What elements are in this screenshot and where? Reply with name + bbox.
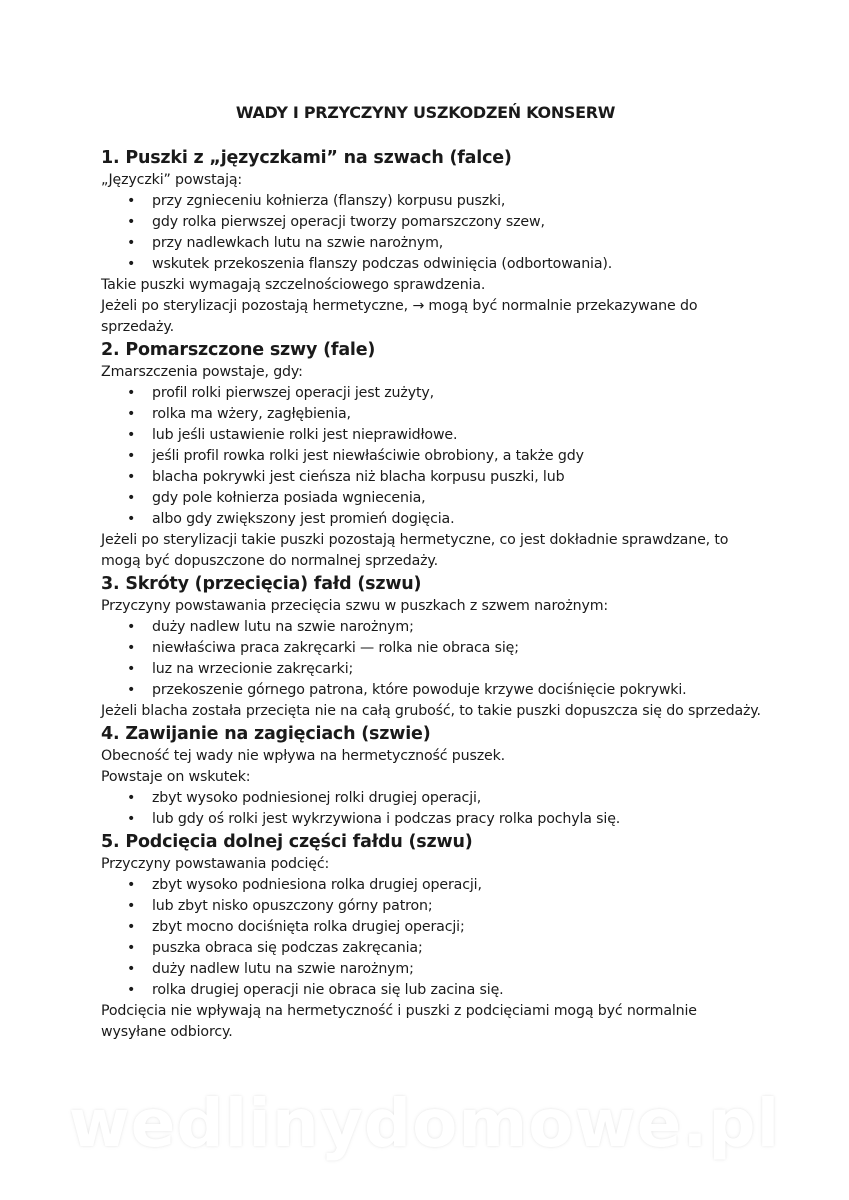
list-item: • luz na wrzecionie zakręcarki; [101, 659, 761, 680]
list-item: • albo gdy zwiększony jest promień dogięcia. [101, 509, 761, 530]
list-item: • lub gdy oś rolki jest wykrzywiona i podczas pracy rolka pochyla się. [101, 809, 761, 830]
list-item: • duży nadlew lutu na szwie narożnym; [101, 617, 761, 638]
list-item: • rolka drugiej operacji nie obraca się lub zacina się. [101, 980, 761, 1001]
bullet-list [101, 875, 761, 1001]
section-intro: „Języczki” powstają: [101, 172, 243, 188]
bullet-list [101, 191, 761, 275]
list-item: • puszka obraca się podczas zakręcania; [101, 938, 761, 959]
section-note: Podcięcia nie wpływają na hermetyczność i puszki z podcięciami mogą być normalnie wysyłane odbiorcy. [101, 1003, 697, 1040]
list-item: • przy zgnieceniu kołnierza (flanszy) korpusu puszki, [101, 191, 761, 212]
section-intro: Przyczyny powstawania przecięcia szwu w puszkach z szwem narożnym: [101, 598, 609, 614]
document-title: WADY I PRZYCZYNY USZKODZEŃ KONSERW [235, 103, 616, 122]
list-item: • lub zbyt nisko opuszczony górny patron; [101, 896, 761, 917]
list-item: • blacha pokrywki jest cieńsza niż blacha korpusu puszki, lub [101, 467, 761, 488]
watermark: wedlinydomowe.pl [68, 1085, 781, 1162]
section-note: Jeżeli po sterylizacji pozostają hermetyczne, → mogą być normalnie przekazywane do sprzedaży. [101, 298, 698, 335]
list-item: • gdy rolka pierwszej operacji tworzy pomarszczony szew, [101, 212, 761, 233]
list-item: • przekoszenie górnego patrona, które powoduje krzywe dociśnięcie pokrywki. [101, 680, 761, 701]
section-heading: 5. Podcięcia dolnej części fałdu (szwu) [101, 832, 473, 852]
section-4 [101, 722, 761, 830]
section-intro: Zmarszczenia powstaje, gdy: [101, 364, 303, 380]
list-item: • zbyt wysoko podniesiona rolka drugiej operacji, [101, 875, 761, 896]
section-intro: Powstaje on wskutek: [101, 769, 251, 785]
section-heading: 1. Puszki z „języczkami” na szwach (falce) [101, 148, 512, 168]
section-intro: Przyczyny powstawania podcięć: [101, 856, 330, 872]
list-item: • przy nadlewkach lutu na szwie narożnym, [101, 233, 761, 254]
list-item: • zbyt mocno dociśnięta rolka drugiej operacji; [101, 917, 761, 938]
section-note: Jeżeli po sterylizacji takie puszki pozostają hermetyczne, co jest dokładnie sprawdzane, to mogą być dopuszczone do normalnej sprzedaży. [101, 532, 729, 569]
bullet-list [101, 788, 761, 830]
list-item: • wskutek przekoszenia flanszy podczas odwinięcia (odbortowania). [101, 254, 761, 275]
list-item: • duży nadlew lutu na szwie narożnym; [101, 959, 761, 980]
section-note: Jeżeli blacha została przecięta nie na całą grubość, to takie puszki dopuszcza się do sprzedaży. [101, 703, 761, 719]
section-heading: 3. Skróty (przecięcia) fałd (szwu) [101, 574, 422, 594]
bullet-list [101, 383, 761, 530]
section-2 [101, 338, 761, 572]
section-5 [101, 830, 761, 1043]
list-item: • jeśli profil rowka rolki jest niewłaściwie obrobiony, a także gdy [101, 446, 761, 467]
section-intro: Obecność tej wady nie wpływa na hermetyczność puszek. [101, 748, 506, 764]
section-1 [101, 146, 761, 338]
list-item: • niewłaściwa praca zakręcarki — rolka nie obraca się; [101, 638, 761, 659]
bullet-list [101, 617, 761, 701]
section-heading: 4. Zawijanie na zagięciach (szwie) [101, 724, 431, 744]
list-item: • zbyt wysoko podniesionej rolki drugiej operacji, [101, 788, 761, 809]
section-3 [101, 572, 761, 722]
document-body [101, 146, 761, 1043]
section-note: Takie puszki wymagają szczelnościowego sprawdzenia. [101, 277, 486, 293]
list-item: • profil rolki pierwszej operacji jest zużyty, [101, 383, 761, 404]
list-item: • lub jeśli ustawienie rolki jest nieprawidłowe. [101, 425, 761, 446]
section-heading: 2. Pomarszczone szwy (fale) [101, 340, 376, 360]
list-item: • gdy pole kołnierza posiada wgniecenia, [101, 488, 761, 509]
list-item: • rolka ma wżery, zagłębienia, [101, 404, 761, 425]
